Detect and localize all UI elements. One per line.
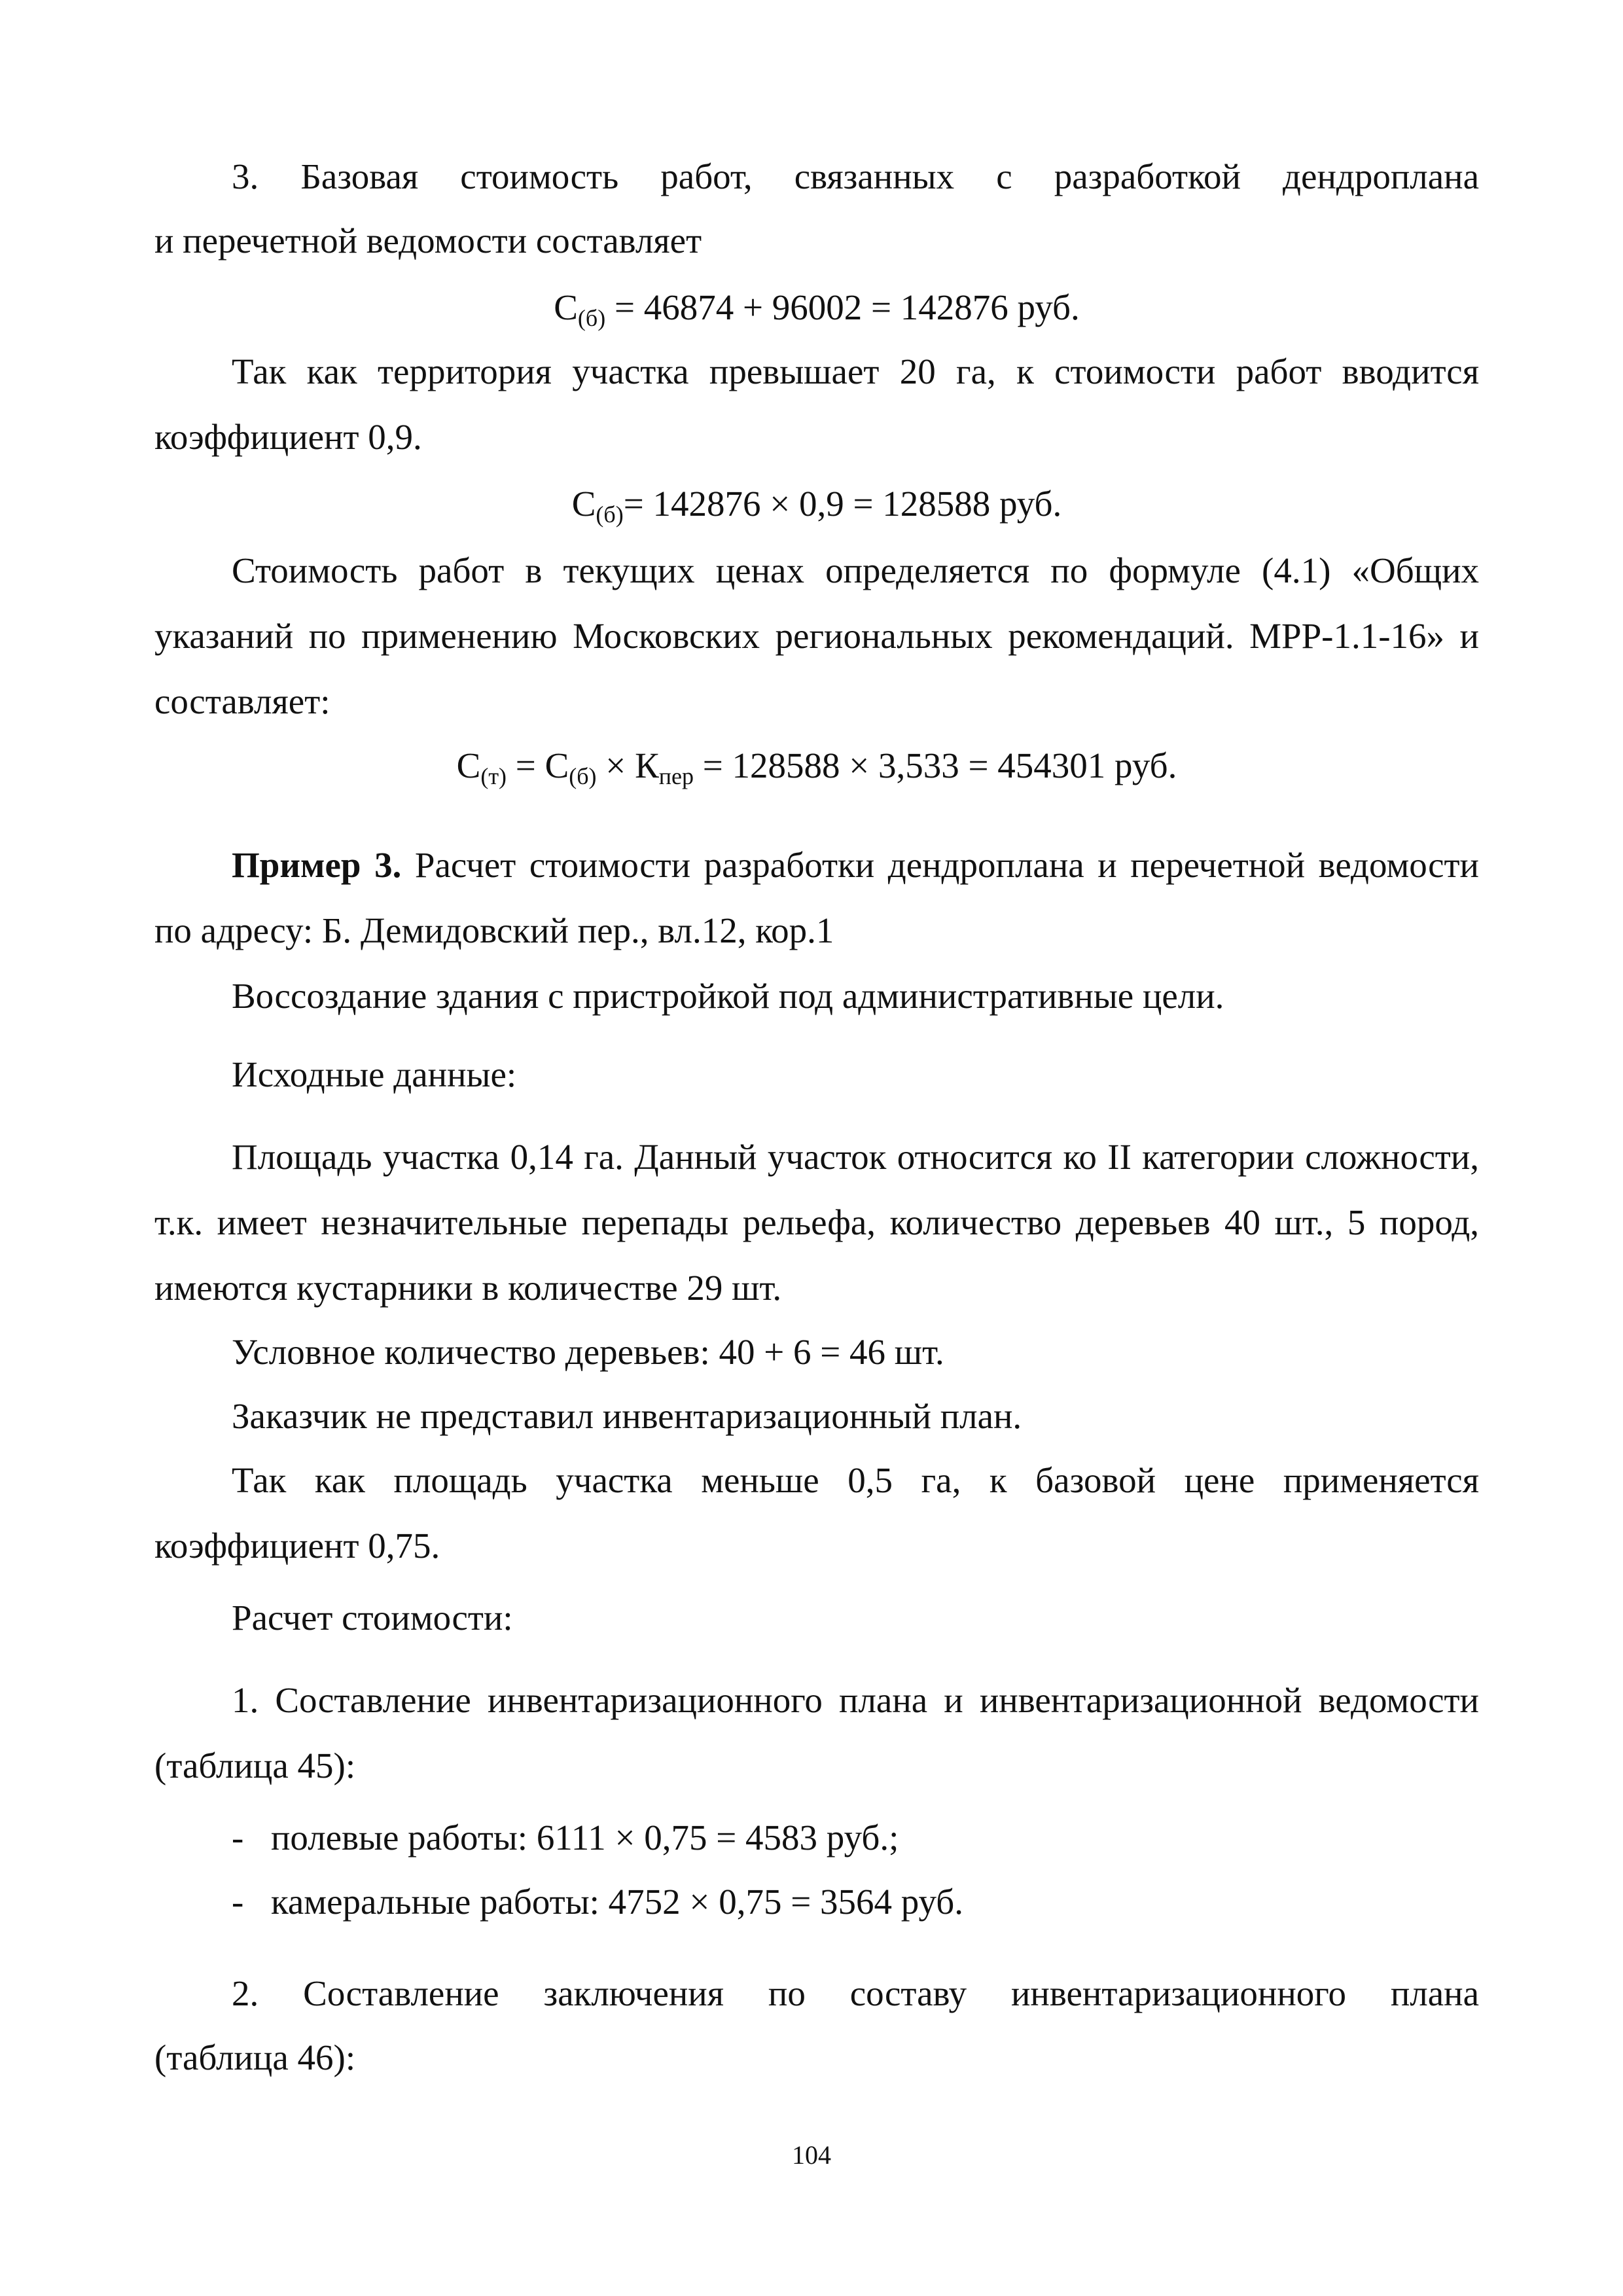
formula3-subscript-per: пер: [658, 763, 694, 789]
para-calculation-heading: Расчет стоимости:: [232, 1598, 513, 1638]
para-area-coefficient: Так как площадь участка меньше 0,5 га, к базовой цене применяется коэффициент 0,75.: [154, 1460, 1479, 1566]
formula2-expression: = 142876 × 0,9 = 128588 руб.: [623, 484, 1062, 524]
formula3-equals: = С: [507, 745, 569, 785]
para-base-cost-line1: 3. Базовая стоимость работ, связанных с разработкой дендроплана: [232, 156, 1479, 196]
page-number: 104: [792, 2140, 831, 2170]
formula-current-cost: [154, 733, 1479, 798]
formula2-subscript: (б): [596, 501, 624, 528]
formula3-subscript-t: (т): [480, 763, 507, 789]
bullet-text: камеральные работы: 4752 × 0,75 = 3564 руб.: [271, 1882, 963, 1922]
formula3-multiplier: × К: [596, 745, 659, 785]
para-area: Площадь участка 0,14 га. Данный участок относится ко II категории сложности, т.к. имеет незначительные перепады рельефа, количество деревьев 40 шт., 5 пород, имеются кустарники в количестве 29 шт.: [154, 1137, 1479, 1308]
example-label: Пример 3.: [232, 845, 402, 885]
formula-coefficient: [154, 471, 1479, 537]
formula3-expression: = 128588 × 3,533 = 454301 руб.: [694, 745, 1177, 785]
para-base-cost-line2: и перечетной ведомости составляет: [154, 221, 702, 260]
para-initial-data: Исходные данные:: [232, 1054, 517, 1094]
example-text: Расчет стоимости разработки дендроплана и перечетной ведомости по адресу: Б. Демидовский пер., вл.12, кор.1: [154, 845, 1479, 950]
para-purpose: Воссоздание здания с пристройкой под административные цели.: [232, 976, 1224, 1016]
formula-base-cost: [154, 275, 1479, 340]
formula1-expression: = 46874 + 96002 = 142876 руб.: [605, 287, 1080, 327]
para-current-prices: Стоимость работ в текущих ценах определяется по формуле (4.1) «Общих указаний по применению Московских региональных рекомендаций. МРР-1.1-16» и составляет:: [154, 550, 1479, 721]
para-item-1: 1. Составление инвентаризационного плана и инвентаризационной ведомости (таблица 45):: [154, 1680, 1479, 1785]
bullet-dash: -: [232, 1818, 244, 1857]
para-territory: Так как территория участка превышает 20 га, к стоимости работ вводится коэффициент 0,9.: [154, 351, 1479, 457]
para-conventional-trees: Условное количество деревьев: 40 + 6 = 46 шт.: [232, 1332, 944, 1372]
para-customer: Заказчик не представил инвентаризационный план.: [232, 1396, 1022, 1436]
bullet-dash: -: [232, 1882, 244, 1922]
para-example-3: [154, 833, 1479, 963]
formula3-symbol: С: [456, 745, 481, 785]
bullet-field-work: [232, 1805, 899, 1871]
formula2-symbol: С: [571, 484, 596, 524]
bullet-office-work: [232, 1869, 963, 1935]
formula1-symbol: С: [554, 287, 578, 327]
para-item-2-line1: 2. Составление заключения по составу инвентаризационного плана: [232, 1973, 1479, 2013]
formula1-subscript: (б): [577, 305, 606, 331]
bullet-text: полевые работы: 6111 × 0,75 = 4583 руб.;: [271, 1818, 899, 1857]
formula3-subscript-b: (б): [569, 763, 597, 789]
para-item-2-line2: (таблица 46):: [154, 2037, 356, 2077]
